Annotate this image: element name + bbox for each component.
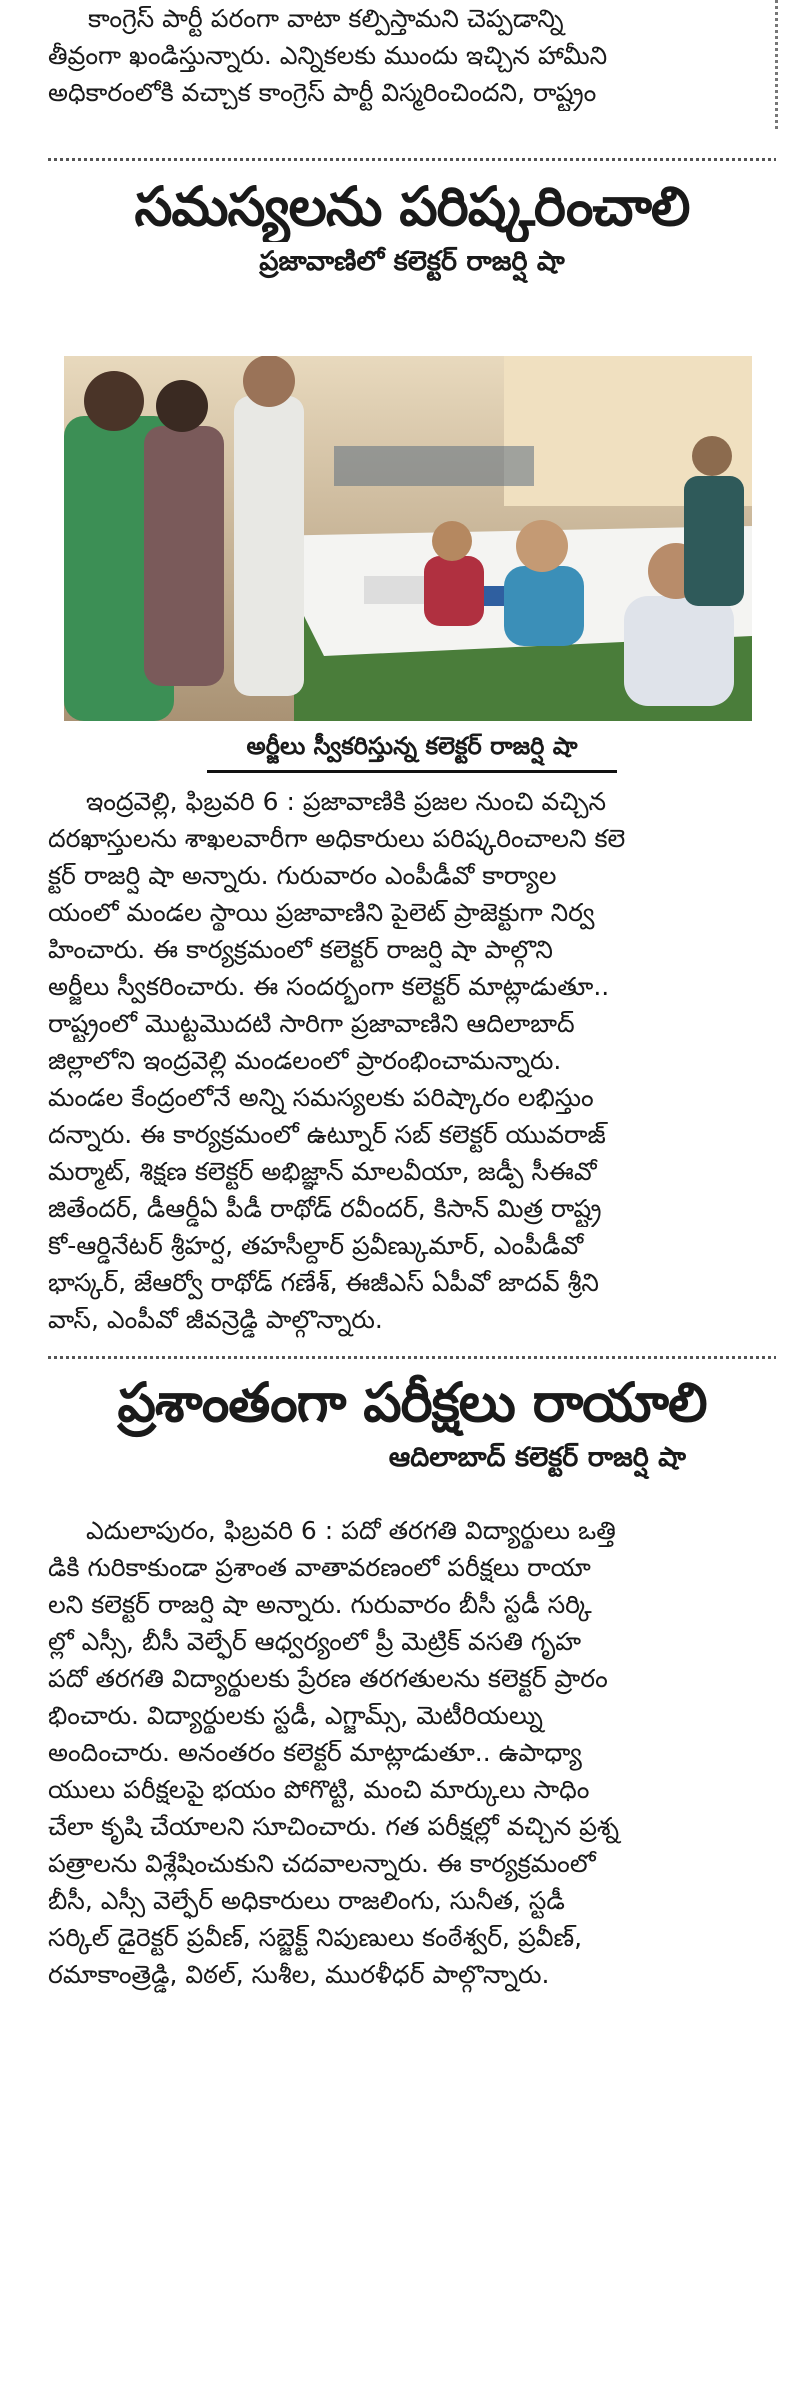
text-line: ల్లో ఎస్సీ, బీసీ వెల్ఫేర్ ఆధ్వర్యంలో ప్రీ మెట్రిక్ వసతి గృహ (48, 1627, 582, 1656)
text-line: చేలా కృషి చేయాలని సూచించారు. గత పరీక్షల్లో వచ్చిన ప్రశ్న (48, 1812, 620, 1841)
article-2-subheadline: ఆదిలాబాద్ కలెక్టర్ రాజర్షి షా (388, 1442, 686, 1473)
photo-caption-wrap (48, 722, 776, 773)
text-line: తీవ్రంగా ఖండిస్తున్నారు. ఎన్నికలకు ముందు ఇచ్చిన హామీని (48, 41, 608, 70)
text-line: మర్మాట్, శిక్షణ కలెక్టర్ అభిజ్ఞాన్ మాలవీయా, జడ్పీ సీఈవో (48, 1157, 597, 1186)
article-2-body (48, 1512, 776, 1993)
text-line: దరఖాస్తులను శాఖలవారీగా అధికారులు పరిష్కరించాలని కలె (48, 824, 626, 853)
text-line: రాష్ట్రంలో మొట్టమొదటి సారిగా ప్రజావాణిని ఆదిలాబాద్ (48, 1009, 575, 1038)
article-1-body (48, 783, 776, 1338)
article-1-headline: సమస్యలను పరిష్కరించాలి (134, 175, 690, 238)
text-line: యంలో మండల స్థాయి ప్రజావాణిని పైలెట్ ప్రాజెక్టుగా నిర్వ (48, 898, 595, 927)
article-1-header (48, 172, 776, 282)
article-2-header (48, 1368, 776, 1478)
photo-caption: అర్జీలు స్వీకరిస్తున్న కలెక్టర్ రాజర్షి షా (207, 722, 617, 773)
text-line: అందించారు. అనంతరం కలెక్టర్ మాట్లాడుతూ.. ఉపాధ్యా (48, 1738, 582, 1767)
news-photo (64, 356, 752, 721)
article-1-subheadline: ప్రజావాణిలో కలెక్టర్ రాజర్షి షా (259, 246, 565, 277)
text-line: పత్రాలను విశ్లేషించుకుని చదవాలన్నారు. ఈ కార్యక్రమంలో (48, 1849, 596, 1878)
text-line: సర్కిల్ డైరెక్టర్ ప్రవీణ్, సబ్జెక్ట్ నిపుణులు కంఠేశ్వర్, ప్రవీణ్, (48, 1923, 583, 1952)
text-line: వాస్, ఎంపీవో జీవన్రెడ్డి పాల్గొన్నారు. (48, 1305, 383, 1334)
text-line: ఎదులాపురం, ఫిబ్రవరి 6 : పదో తరగతి విద్యార్థులు ఒత్తి (86, 1516, 616, 1545)
text-line: అర్జీలు స్వీకరించారు. ఈ సందర్భంగా కలెక్టర్ మాట్లాడుతూ.. (48, 972, 610, 1001)
text-line: జిల్లాలోని ఇంద్రవెల్లి మండలంలో ప్రారంభించామన్నారు. (48, 1046, 562, 1075)
article-divider (48, 158, 776, 161)
text-line: జితేందర్, డీఆర్డీఏ పీడీ రాథోడ్ రవీందర్, కిసాన్ మిత్ర రాష్ట్ర (48, 1194, 602, 1223)
text-line: ఇంద్రవెల్లి, ఫిబ్రవరి 6 : ప్రజావాణికి ప్రజల నుంచి వచ్చిన (86, 787, 607, 816)
text-line: భించారు. విద్యార్థులకు స్టడీ, ఎగ్జామ్స్, మెటీరియల్ను (48, 1701, 543, 1730)
text-line: దన్నారు. ఈ కార్యక్రమంలో ఉట్నూర్ సబ్ కలెక్టర్ యువరాజ్ (48, 1120, 606, 1149)
text-line: అధికారంలోకి వచ్చాక కాంగ్రెస్ పార్టీ విస్మరించిందని, రాష్ట్రం (48, 78, 597, 107)
text-line: క్టర్ రాజర్షి షా అన్నారు. గురువారం ఎంపీడీవో కార్యాల (48, 861, 557, 890)
text-line: యులు పరీక్షలపై భయం పోగొట్టి, మంచి మార్కులు సాధిం (48, 1775, 590, 1804)
text-line: కో-ఆర్డినేటర్ శ్రీహర్ష, తహసీల్దార్ ప్రవీణ్కుమార్, ఎంపీడీవో (48, 1231, 584, 1260)
text-line: పదో తరగతి విద్యార్థులకు ప్రేరణ తరగతులను కలెక్టర్ ప్రారం (48, 1664, 608, 1693)
column-divider (775, 0, 778, 130)
text-line: హించారు. ఈ కార్యక్రమంలో కలెక్టర్ రాజర్షి షా పాల్గొని (48, 935, 553, 964)
text-line: రమాకాంత్రెడ్డి, విఠల్, సుశీల, మురళీధర్ పాల్గొన్నారు. (48, 1960, 550, 1989)
text-line: బీసీ, ఎస్సీ వెల్ఫేర్ అధికారులు రాజలింగు, సునీత, స్టడీ (48, 1886, 565, 1915)
text-line: కాంగ్రెస్ పార్టీ పరంగా వాటా కల్పిస్తామని చెప్పడాన్ని (88, 4, 564, 33)
text-line: డికి గురికాకుండా ప్రశాంత వాతావరణంలో పరీక్షలు రాయా (48, 1553, 591, 1582)
text-line: మండల కేంద్రంలోనే అన్ని సమస్యలకు పరిష్కారం లభిస్తుం (48, 1083, 594, 1112)
previous-article-fragment (48, 0, 742, 111)
text-line: భాస్కర్, జేఆర్వో రాథోడ్ గణేశ్, ఈజీఎస్ ఏపీవో జాదవ్ శ్రీని (48, 1268, 599, 1297)
article-divider (48, 1356, 776, 1359)
photo-illustration (64, 356, 752, 721)
text-line: లని కలెక్టర్ రాజర్షి షా అన్నారు. గురువారం బీసీ స్టడీ సర్కి (48, 1590, 592, 1619)
article-2-headline: ప్రశాంతంగా పరీక్షలు రాయాలి (117, 1371, 707, 1434)
